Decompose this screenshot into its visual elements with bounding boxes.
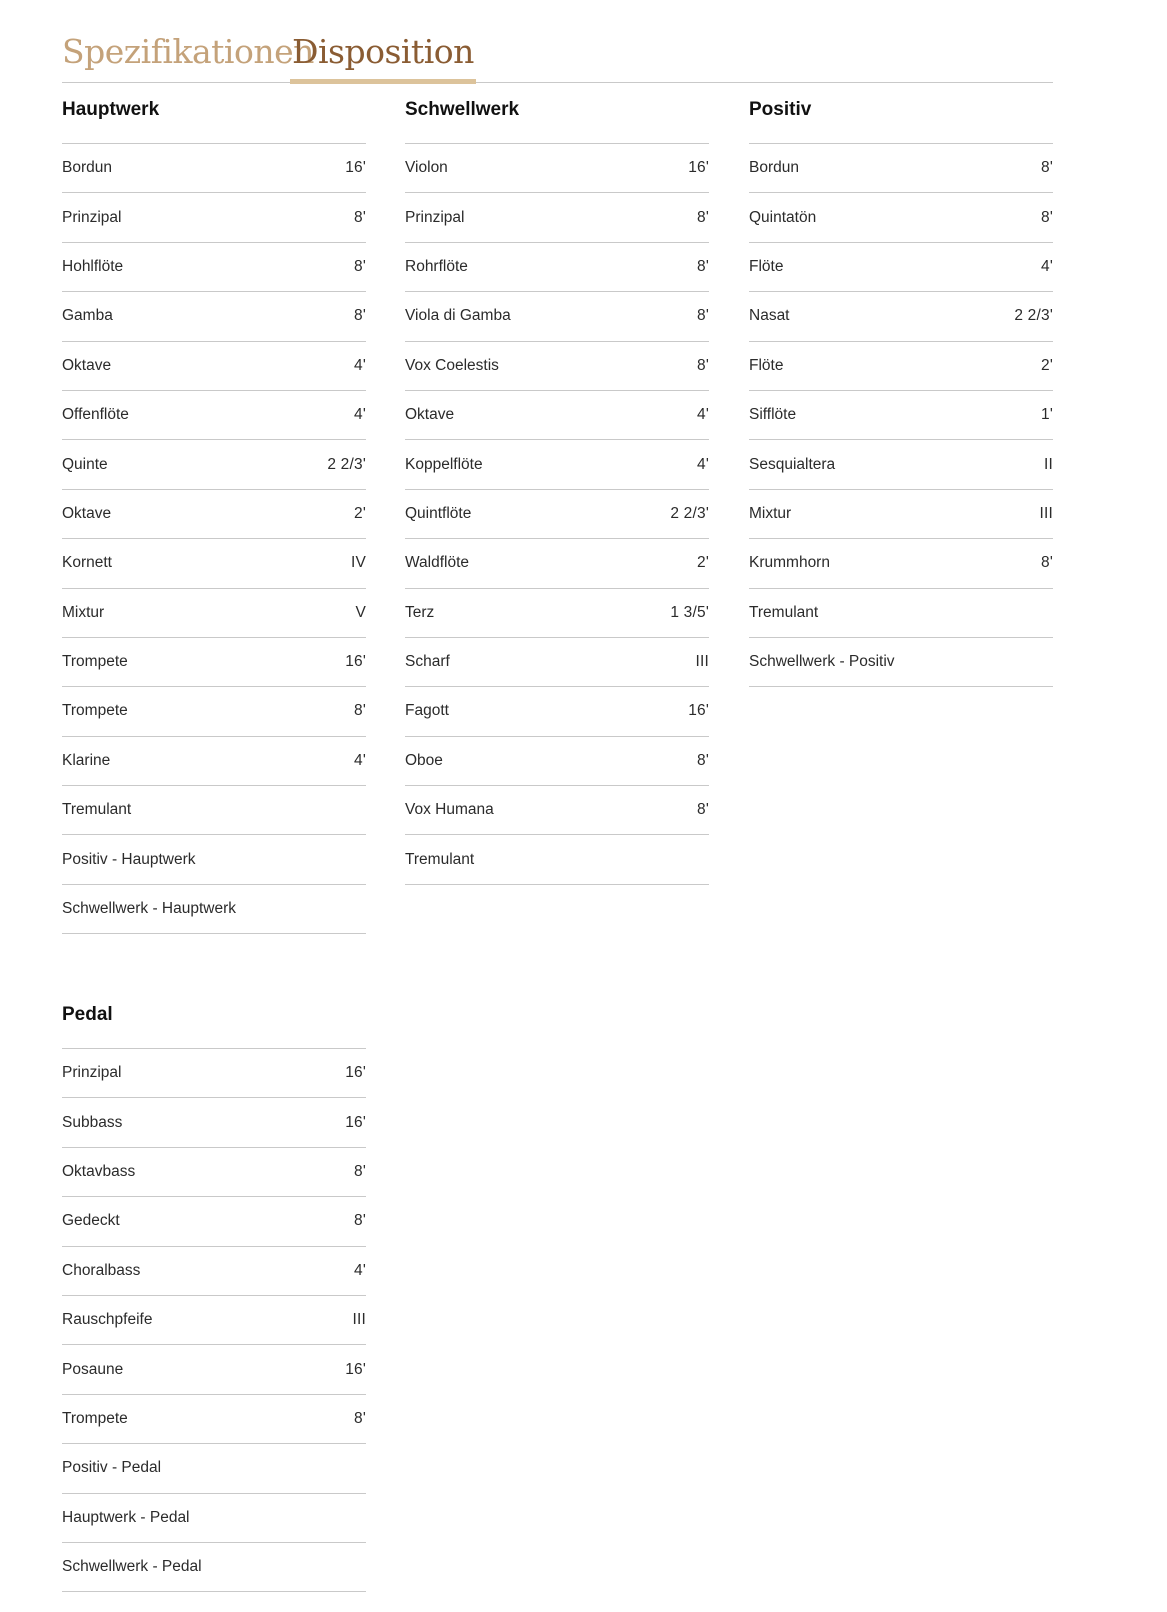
stop-row [405, 292, 709, 341]
stop-row [62, 243, 366, 292]
stop-name: Posaune [62, 1360, 124, 1378]
stop-row [749, 638, 1053, 687]
stop-name: Oktave [62, 504, 112, 522]
stop-name: Trompete [62, 653, 128, 671]
stop-pitch: 2 2/3' [327, 455, 366, 473]
section-title-pedal: Pedal [62, 985, 366, 1049]
stop-name: Quinte [62, 455, 108, 473]
tab-bar [62, 28, 1053, 83]
stop-name: Mixtur [749, 504, 792, 522]
stop-name: Quintatön [749, 208, 817, 226]
stop-name: Bordun [62, 159, 112, 177]
stop-name: Tremulant [62, 801, 132, 819]
stop-name: Bordun [749, 159, 799, 177]
stop-name: Positiv - Hauptwerk [62, 850, 196, 868]
stop-pitch: 2' [354, 504, 366, 522]
stop-row [62, 1049, 366, 1098]
stop-pitch: 8' [1041, 208, 1053, 226]
section-title-positiv: Positiv [749, 80, 1053, 144]
stop-pitch: 16' [345, 1064, 366, 1082]
stop-pitch: 8' [697, 208, 709, 226]
stop-pitch: 4' [354, 751, 366, 769]
stop-pitch: 4' [697, 406, 709, 424]
stop-name: Flöte [749, 356, 784, 374]
stop-row [62, 292, 366, 341]
stop-row [405, 243, 709, 292]
stop-row [62, 1247, 366, 1296]
stop-pitch: 8' [354, 1212, 366, 1230]
stop-pitch: 4' [354, 406, 366, 424]
stop-row [62, 885, 366, 934]
stop-row [62, 687, 366, 736]
stop-row [405, 342, 709, 391]
stop-pitch: 8' [1041, 159, 1053, 177]
stop-name: Tremulant [405, 850, 475, 868]
stop-pitch: 8' [354, 208, 366, 226]
stop-name: Sesquialtera [749, 455, 836, 473]
section-title-hauptwerk: Hauptwerk [62, 80, 366, 144]
stop-row [62, 589, 366, 638]
stop-pitch: 8' [354, 257, 366, 275]
stop-row [405, 835, 709, 884]
stop-name: Trompete [62, 1409, 128, 1427]
stop-row [749, 589, 1053, 638]
tab-disposition[interactable]: Disposition [290, 32, 476, 84]
stop-row [62, 1494, 366, 1543]
stop-row [62, 440, 366, 489]
stop-pitch: 16' [345, 653, 366, 671]
stop-row [405, 391, 709, 440]
stop-row [405, 193, 709, 242]
stop-row [62, 1395, 366, 1444]
stop-name: Kornett [62, 554, 112, 572]
stop-name: Sifflöte [749, 406, 797, 424]
section-positiv [749, 80, 1053, 687]
stop-row [405, 687, 709, 736]
stop-row [749, 490, 1053, 539]
stop-row [749, 193, 1053, 242]
stop-pitch: 16' [688, 702, 709, 720]
stop-pitch: 8' [697, 356, 709, 374]
stop-row [405, 786, 709, 835]
stop-list-schwellwerk [405, 144, 709, 885]
stop-name: Oktave [405, 406, 455, 424]
stop-pitch: 1' [1041, 406, 1053, 424]
section-hauptwerk [62, 80, 366, 934]
stop-row [405, 638, 709, 687]
stop-name: Trompete [62, 702, 128, 720]
stop-pitch: II [1043, 455, 1053, 473]
stop-pitch: 8' [697, 751, 709, 769]
stop-name: Koppelflöte [405, 455, 483, 473]
stop-name: Mixtur [62, 603, 105, 621]
stop-name: Schwellwerk - Hauptwerk [62, 900, 236, 918]
stop-row [405, 737, 709, 786]
stop-name: Violon [405, 159, 448, 177]
stop-row [749, 342, 1053, 391]
stop-row [749, 539, 1053, 588]
stop-pitch: 8' [354, 702, 366, 720]
stop-name: Gedeckt [62, 1212, 120, 1230]
stop-row [749, 440, 1053, 489]
stop-pitch: III [695, 653, 709, 671]
stop-row [405, 539, 709, 588]
stop-name: Krummhorn [749, 554, 830, 572]
stop-row [62, 342, 366, 391]
stop-row [405, 440, 709, 489]
stop-list-hauptwerk [62, 144, 366, 934]
stop-pitch: 1 3/5' [670, 603, 709, 621]
stop-pitch: V [355, 603, 366, 621]
stop-pitch: 8' [697, 801, 709, 819]
stop-name: Schwellwerk - Pedal [62, 1558, 202, 1576]
stop-pitch: 8' [354, 307, 366, 325]
stop-list-positiv [749, 144, 1053, 687]
stop-row [62, 835, 366, 884]
stop-row [62, 737, 366, 786]
stop-pitch: IV [350, 554, 366, 572]
stop-pitch: 16' [688, 159, 709, 177]
stop-row [62, 1345, 366, 1394]
stop-name: Waldflöte [405, 554, 470, 572]
stop-name: Gamba [62, 307, 113, 325]
stop-pitch: 16' [345, 1360, 366, 1378]
section-pedal [62, 985, 366, 1592]
stop-pitch: 8' [354, 1409, 366, 1427]
stop-name: Schwellwerk - Positiv [749, 653, 895, 671]
stop-name: Prinzipal [405, 208, 465, 226]
stop-pitch: 2 2/3' [670, 504, 709, 522]
stop-row [62, 1543, 366, 1592]
stop-row [405, 144, 709, 193]
stop-row [62, 144, 366, 193]
stop-name: Positiv - Pedal [62, 1459, 162, 1477]
stop-row [405, 490, 709, 539]
stop-name: Subbass [62, 1113, 123, 1131]
stop-name: Hauptwerk - Pedal [62, 1508, 190, 1526]
stop-pitch: 4' [1041, 257, 1053, 275]
stop-pitch: 4' [354, 356, 366, 374]
stop-name: Vox Humana [405, 801, 494, 819]
stop-pitch: 4' [697, 455, 709, 473]
stop-name: Hohlflöte [62, 257, 124, 275]
stop-row [749, 292, 1053, 341]
stop-row [405, 589, 709, 638]
stop-name: Quintflöte [405, 504, 472, 522]
stop-pitch: 4' [354, 1261, 366, 1279]
stop-name: Tremulant [749, 603, 819, 621]
stop-name: Klarine [62, 751, 111, 769]
stop-row [62, 786, 366, 835]
stop-row [62, 1444, 366, 1493]
section-title-schwellwerk: Schwellwerk [405, 80, 709, 144]
stop-pitch: 2' [1041, 356, 1053, 374]
stop-pitch: 2' [697, 554, 709, 572]
stop-pitch: 8' [354, 1162, 366, 1180]
stop-name: Vox Coelestis [405, 356, 499, 374]
stop-row [62, 539, 366, 588]
stop-row [62, 490, 366, 539]
stop-name: Terz [405, 603, 435, 621]
stop-pitch: 8' [1041, 554, 1053, 572]
stop-row [749, 243, 1053, 292]
stop-list-pedal [62, 1049, 366, 1592]
stop-pitch: 16' [345, 1113, 366, 1131]
stop-row [62, 1148, 366, 1197]
stop-name: Rohrflöte [405, 257, 468, 275]
stop-row [62, 638, 366, 687]
stop-row [62, 193, 366, 242]
stop-name: Rauschpfeife [62, 1311, 153, 1329]
stop-name: Nasat [749, 307, 790, 325]
stop-row [62, 1197, 366, 1246]
stop-name: Prinzipal [62, 1064, 122, 1082]
stop-pitch: III [1039, 504, 1053, 522]
stop-name: Flöte [749, 257, 784, 275]
stop-pitch: 8' [697, 307, 709, 325]
stop-row [62, 391, 366, 440]
section-schwellwerk [405, 80, 709, 885]
stop-name: Oktave [62, 356, 112, 374]
stop-name: Scharf [405, 653, 450, 671]
stop-name: Prinzipal [62, 208, 122, 226]
stop-name: Offenflöte [62, 406, 129, 424]
stop-row [749, 391, 1053, 440]
stop-name: Fagott [405, 702, 449, 720]
stop-name: Choralbass [62, 1261, 141, 1279]
stop-name: Oktavbass [62, 1162, 136, 1180]
stop-pitch: 8' [697, 257, 709, 275]
stop-row [62, 1098, 366, 1147]
stop-name: Viola di Gamba [405, 307, 511, 325]
stop-pitch: 16' [345, 159, 366, 177]
stop-pitch: III [352, 1311, 366, 1329]
stop-pitch: 2 2/3' [1014, 307, 1053, 325]
stop-row [62, 1296, 366, 1345]
stop-name: Oboe [405, 751, 443, 769]
tab-spezifikationen[interactable]: Spezifikationen [62, 32, 314, 71]
stop-row [749, 144, 1053, 193]
